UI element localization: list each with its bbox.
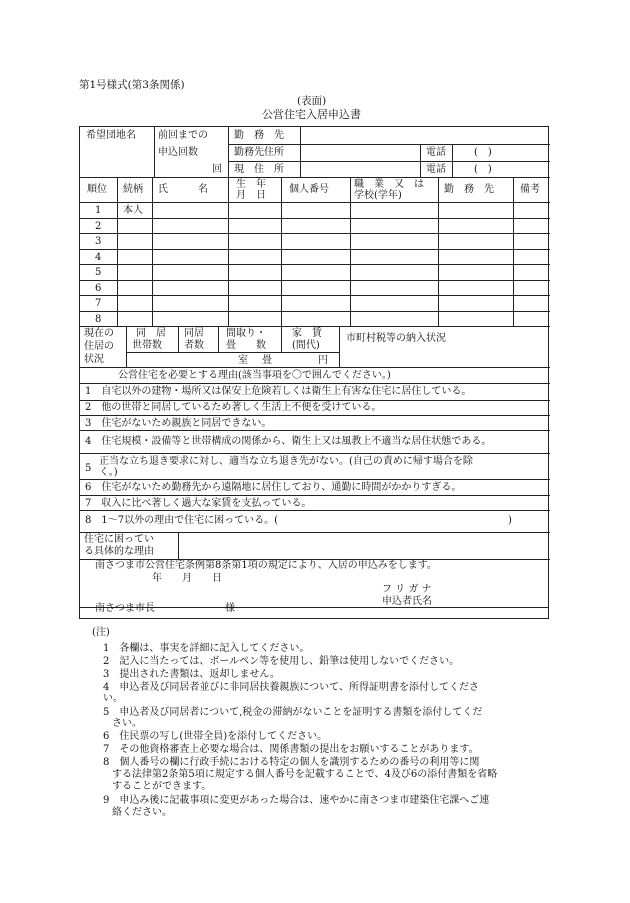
rule [80, 479, 550, 480]
rule [80, 495, 550, 496]
concrete-reason-label-1: 住宅に困ってい [84, 534, 154, 545]
reason-item: 4 住宅規模・設備等と世帯構成の関係から、衛生上又は風教上不適当な居住状態である。 [85, 436, 492, 447]
col-rank: 順位 [87, 184, 107, 195]
rule [80, 311, 550, 312]
rule [218, 326, 219, 352]
rule [228, 177, 229, 326]
note-item: 4 申込者及び同居者並びに非同居扶養親族について、所得証明書を添付してくださ [103, 682, 479, 693]
applicant-name-label: 申込者氏名 [382, 596, 432, 607]
current-address-label: 現 住 所 [234, 164, 284, 175]
yen-unit: 円 [318, 355, 328, 366]
rule [80, 218, 550, 219]
reason-item: 7 収入に比べ著しく過大な家賃を支払っている。 [85, 498, 312, 509]
room-unit: 室 [238, 355, 248, 366]
desired-complex-label: 希望団地名 [86, 130, 136, 141]
cohabitants-label-2: 者数 [184, 340, 204, 351]
rule [80, 264, 550, 265]
previous-apps-label-2: 申込回数 [158, 147, 198, 158]
row-number: 2 [95, 221, 102, 232]
col-workplace: 勤 務 先 [444, 184, 494, 195]
reason-item: 8 1〜7以外の理由で住宅に困っている。( ) [85, 515, 512, 526]
rule [79, 618, 549, 619]
self-relation: 本人 [123, 205, 143, 216]
rule [80, 383, 550, 384]
cohabitants-label-1: 同居 [184, 328, 204, 339]
tatami-unit: 畳 [262, 355, 272, 366]
layout-label-2: 畳 数 [226, 340, 266, 351]
furigana-label: フ リ ガ ナ [382, 584, 432, 595]
rule [513, 177, 514, 326]
col-name: 氏 名 [158, 184, 208, 195]
note-item: 7 その他資格審査上必要な場合は、関係書類の提出をお願いすることがあります。 [103, 744, 479, 755]
rule [178, 326, 179, 352]
tax-status-label: 市町村税等の納入状況 [346, 333, 446, 344]
rule [79, 558, 80, 618]
rule [80, 532, 550, 533]
form-number: 第1号様式(第3条関係) [79, 79, 185, 91]
col-mynumber: 個人番号 [289, 184, 329, 195]
rule [420, 144, 421, 177]
rule [228, 161, 550, 162]
reason-title: 公営住宅を必要とする理由(該当事項を〇で囲んでください。) [118, 370, 391, 381]
times-label: 回 [212, 164, 222, 175]
note-item: 1 各欄は、事実を詳細に記入してください。 [103, 643, 310, 654]
households-label-1: 同 居 [136, 328, 166, 339]
rule [281, 326, 282, 352]
phone-paren-1: ( ) [474, 147, 492, 158]
reason-item: 1 自宅以外の建物・場所又は保安上危険若しくは衛生上有害な住宅に居住している。 [85, 386, 472, 397]
rule [228, 127, 229, 177]
rule [80, 510, 550, 511]
rule [548, 558, 549, 618]
row-number: 3 [95, 236, 102, 247]
col-relation: 続柄 [123, 184, 143, 195]
row-number: 5 [95, 267, 102, 278]
col-occupation-2: 学校(学年) [354, 190, 402, 201]
reason-number: 5 [85, 463, 92, 474]
rule [126, 326, 127, 367]
rule [350, 177, 351, 326]
rule [178, 532, 179, 559]
note-item: 9 申込み後に記載事項に変更があった場合は、速やかに南さつま市建築住宅課へご連 [103, 795, 490, 806]
note-item: 5 申込者及び同居者について,税金の滞納がないことを証明する書類を添付してくだ [103, 707, 483, 718]
rent-label-1: 家 賃 [292, 328, 322, 339]
workplace-address-label: 勤務先住所 [234, 147, 284, 158]
status-label-2: 住居の [84, 341, 114, 352]
row-number: 8 [95, 314, 102, 325]
row-number: 7 [95, 298, 102, 309]
phone-label-1: 電話 [426, 147, 446, 158]
rule [80, 177, 550, 178]
reason-item: 正当な立ち退き要求に対し、適当な立ち退き先がない。(自己の責めに帰す場合を除 [99, 456, 473, 467]
row-number: 1 [95, 205, 102, 216]
note-item: 6 住民票の写し(世帯全員)を添付してください。 [103, 731, 328, 742]
households-label-2: 世帯数 [132, 340, 162, 351]
rule [80, 233, 550, 234]
concrete-reason-label-2: る具体的な理由 [84, 546, 154, 557]
rule [80, 367, 550, 368]
previous-apps-label-1: 前回までの [158, 130, 208, 141]
rule [80, 280, 550, 281]
status-label-3: 状況 [84, 354, 104, 365]
reason-item-cont: く。) [99, 467, 118, 478]
note-item-cont: さい。 [112, 718, 142, 729]
note-item-cont: 絡ください。 [112, 807, 172, 818]
page-side-label: (表面) [297, 95, 327, 107]
rent-label-2: (間代) [292, 340, 320, 351]
mayor-label: 南さつま市長 [95, 603, 155, 614]
rule [80, 202, 550, 203]
date-field: 年 月 日 [152, 573, 222, 584]
rule [438, 177, 439, 326]
rule [80, 400, 550, 401]
honorific: 様 [225, 603, 235, 614]
status-label-1: 現在の [84, 328, 114, 339]
rule [80, 430, 550, 431]
rule [80, 249, 550, 250]
note-item-cont: することができます。 [112, 781, 212, 792]
form-title: 公営住宅入居申込書 [262, 108, 361, 121]
row-number: 4 [95, 252, 102, 263]
workplace-label: 勤 務 先 [234, 130, 284, 141]
note-item-cont: する法律第2条第5項に規定する個人番号を記載することで、4及び6の添付書類を省略 [112, 769, 498, 780]
row-number: 6 [95, 283, 102, 294]
application-form [79, 126, 549, 614]
rule [452, 144, 453, 177]
rule [117, 177, 118, 326]
phone-paren-2: ( ) [474, 164, 492, 175]
rule [80, 415, 550, 416]
notes-title: (注) [92, 627, 110, 638]
col-occupation-1: 職 業 又 は [354, 179, 424, 190]
note-item: 3 提出された書類は、返却しません。 [103, 669, 280, 680]
note-item-cont: い。 [103, 693, 123, 704]
rule [300, 127, 301, 177]
phone-label-2: 電話 [426, 164, 446, 175]
reason-item: 3 住宅がないため親族と同居できない。 [85, 418, 272, 429]
reason-item: 6 住宅がないため勤務先から遠隔地に居住しており、通勤に時間がかかりすぎる。 [85, 482, 462, 493]
rule [154, 127, 155, 177]
col-remarks: 備考 [520, 184, 540, 195]
rule [80, 295, 550, 296]
rule [80, 326, 550, 327]
rule [152, 177, 153, 326]
col-birth-1: 生 年 [236, 179, 266, 190]
rule [80, 453, 550, 454]
rule [339, 326, 340, 367]
col-birth-2: 月 日 [236, 190, 266, 201]
note-item: 8 個人番号の欄に行政手続における特定の個人を識別するための番号の利用等に関 [103, 757, 480, 768]
rule [281, 177, 282, 326]
layout-label-1: 間取り・ [226, 328, 266, 339]
rule [228, 144, 550, 145]
declaration-text: 南さつま市公営住宅条例第8条第1項の規定により、入居の申込みをします。 [95, 560, 437, 571]
rule [126, 352, 339, 353]
note-item: 2 記入に当たっては、ボールペン等を使用し、鉛筆は使用しないでください。 [103, 656, 460, 667]
reason-item: 2 他の世帯と同居しているため著しく生活上不便を受けている。 [85, 402, 382, 413]
